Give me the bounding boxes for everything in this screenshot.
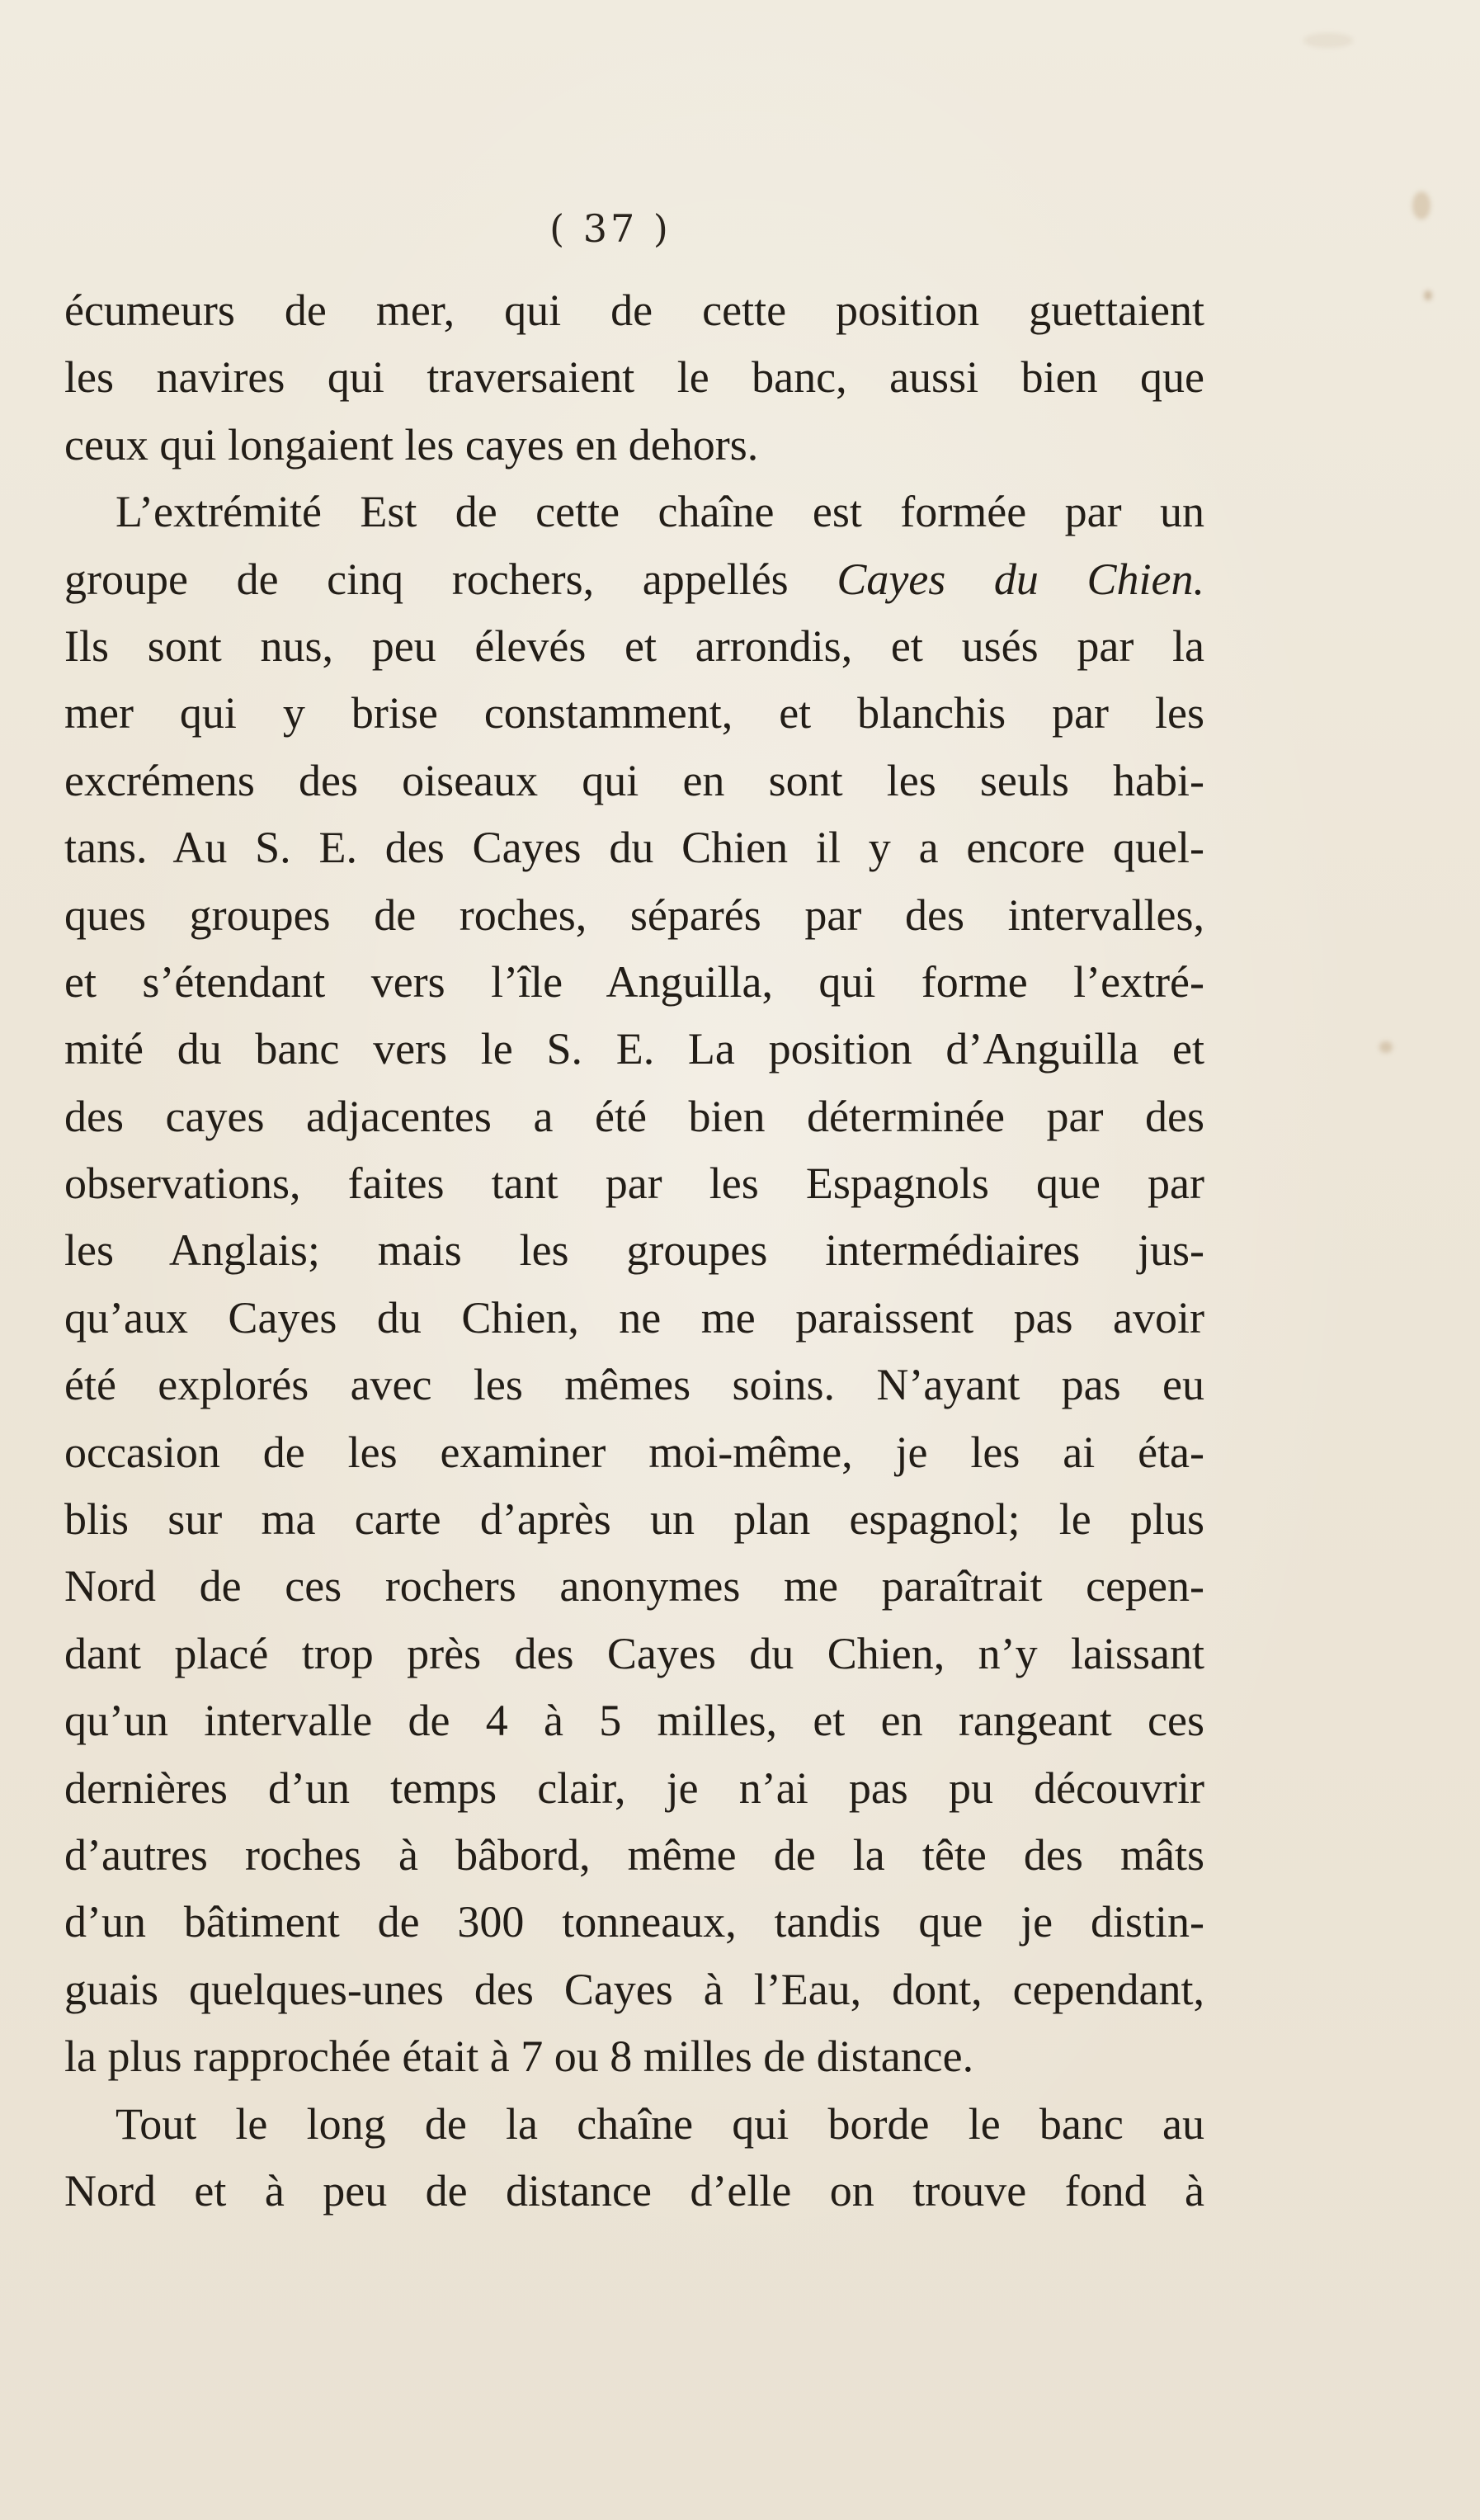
text-line: ceux qui longaient les cayes en dehors. [64,419,759,470]
text-line: Tout le long de la chaîne qui borde le banc au [115,2098,1204,2149]
text-line: excrémens des oiseaux qui en sont les seuls habi- [64,755,1204,805]
text-line: d’autres roches à bâbord, même de la tête des mâts [64,1829,1204,1880]
text-line: mité du banc vers le S. E. La position d’Anguilla et [64,1024,1204,1074]
text-line: qu’un intervalle de 4 à 5 milles, et en rangeant ces [64,1696,1204,1746]
text-line: été explorés avec les mêmes soins. N’ayant pas eu [64,1360,1204,1410]
text-line: guais quelques-unes des Cayes à l’Eau, dont, cependant, [64,1964,1204,2014]
paper-stain [1412,191,1431,219]
paper-stain [1424,290,1432,300]
paper-stain [1379,1041,1393,1053]
text-line: dant placé trop près des Cayes du Chien, n’y laissant [64,1628,1204,1678]
text-run: groupe de cinq rochers, appellés [64,554,789,604]
text-line: et s’étendant vers l’île Anguilla, qui forme l’extré- [64,956,1204,1007]
text-line: occasion de les examiner moi-même, je les ai éta- [64,1427,1204,1477]
text-line: dernières d’un temps clair, je n’ai pas pu découvrir [64,1763,1204,1813]
text-line: observations, faites tant par les Espagnols que par [64,1159,1204,1209]
text-line: la plus rapprochée était à 7 ou 8 milles de distance. [64,2032,974,2082]
text-line: L’extrémité Est de cette chaîne est formée par un [115,487,1204,537]
page-number: ( 37 ) [549,206,672,251]
text-line: Ils sont nus, peu élevés et arrondis, et usés par la [64,621,1204,671]
text-line: d’un bâtiment de 300 tonneaux, tandis que je distin- [64,1897,1204,1947]
body-text [64,277,1204,2225]
text-line: blis sur ma carte d’après un plan espagnol; le plus [64,1494,1204,1545]
text-line: Nord et à peu de distance d’elle on trouve fond à [64,2165,1204,2216]
text-line: mer qui y brise constamment, et blanchis par les [64,688,1204,739]
paper-stain [1303,33,1353,48]
text-line: les navires qui traversaient le banc, aussi bien que [64,352,1204,403]
italic-place-name: Cayes du Chien. [837,554,1204,604]
text-line: des cayes adjacentes a été bien déterminée par des [64,1091,1204,1141]
text-line: ques groupes de roches, séparés par des intervalles, [64,890,1204,940]
text-line: écumeurs de mer, qui de cette position guettaient [64,286,1204,335]
text-line: les Anglais; mais les groupes intermédiaires jus- [64,1225,1204,1276]
text-line-with-italic [64,546,1204,613]
text-line: tans. Au S. E. des Cayes du Chien il y a encore quel- [64,823,1204,873]
text-line: qu’aux Cayes du Chien, ne me paraissent pas avoir [64,1292,1204,1343]
text-line: Nord de ces rochers anonymes me paraîtrait cepen- [64,1561,1204,1612]
